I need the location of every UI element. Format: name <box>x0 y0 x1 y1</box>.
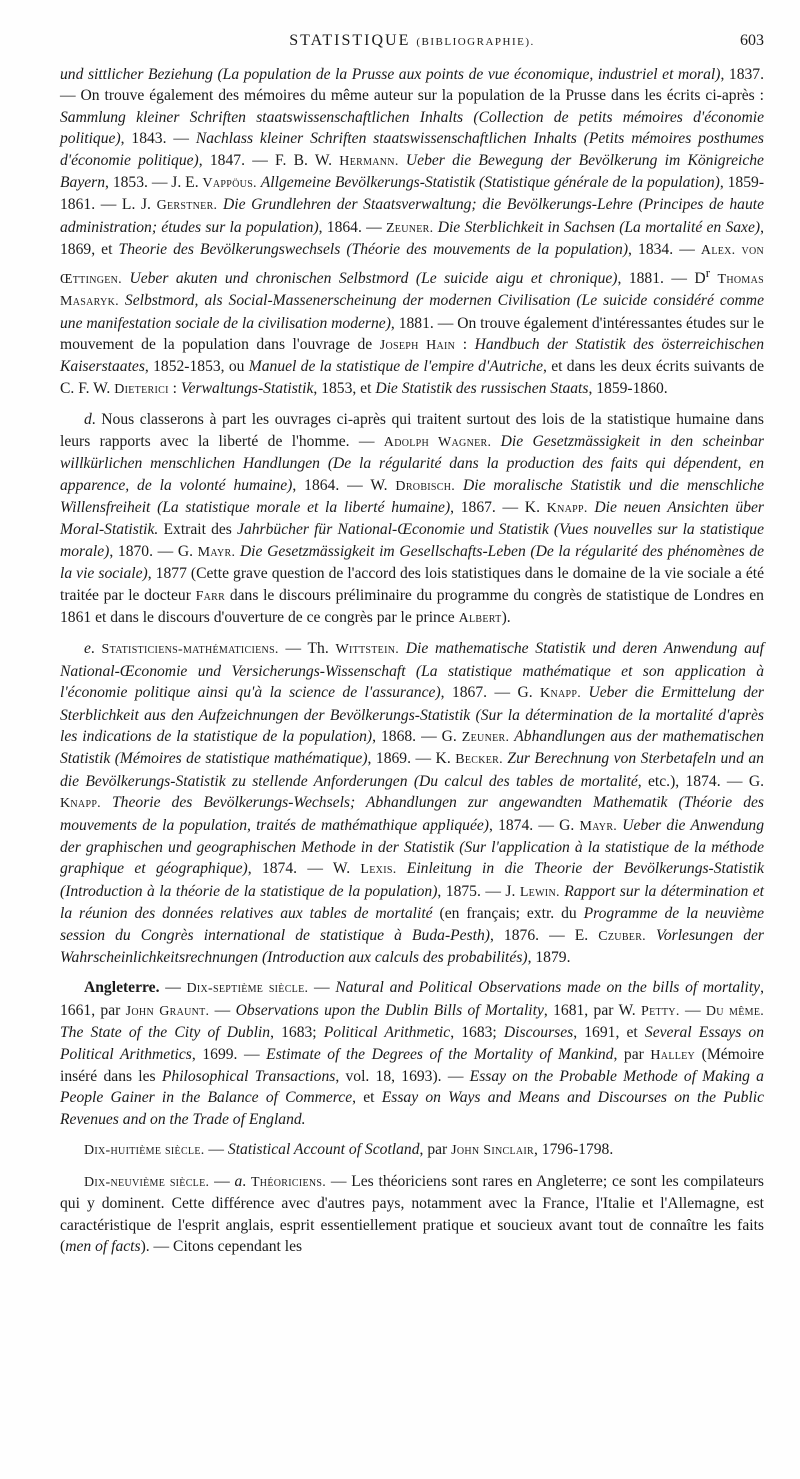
text-run: , 1867. — G. <box>440 684 541 702</box>
paragraph-p2 <box>60 409 764 629</box>
small-caps-name: Joseph Hain <box>379 338 456 354</box>
italic-title: Philosophical Transactions <box>161 1068 336 1086</box>
italic-title: Observations upon the Dublin Bills of Mortality <box>235 1001 544 1019</box>
text-run: , 1837. — On trouve également des mémoires du même auteur sur la population de la Prusse dans les écrits ci-après : <box>60 66 764 105</box>
italic-title: Ueber die Anwendung der graphischen und geographischen Methode in der Statistik (Sur l'application à la statistique de la méthode graphique et géographique) <box>60 816 764 878</box>
italic-title: Political Arithmetic <box>323 1024 451 1042</box>
text-run: , 1864. — <box>318 218 386 236</box>
italic-title: Rapport sur la détermination et la réunion des données relatives aux tables de mortalité <box>60 882 764 923</box>
text-run: , 1683; <box>270 1024 324 1042</box>
italic-title: Die mathematische Statistik und deren Anwendung auf National-Œconomie und Versicherungs-Wissenschaft (La statistique mathématique et son application à l'économie politique ainsi qu'à la science de l'assurance) <box>60 640 765 702</box>
text-run: , 1869, et <box>60 218 764 259</box>
body-text <box>60 64 764 1257</box>
small-caps-name: Albert <box>458 610 502 626</box>
small-caps-name: Théoriciens. <box>250 1174 327 1190</box>
italic-title: Several Essays on Political Arithmetics <box>60 1024 765 1063</box>
paragraph-p6 <box>60 1171 764 1258</box>
text-run: , 1859-1860. <box>588 379 668 397</box>
text-run: — <box>209 1001 236 1019</box>
italic-title: Natural and Political Observations made on the bills of mortality <box>335 979 761 997</box>
text-run <box>455 477 463 494</box>
paragraph-p1 <box>60 64 764 400</box>
text-run: , 1691, et <box>573 1024 645 1042</box>
italic-title: The State of the City of Dublin <box>60 1024 271 1042</box>
small-caps-name: Czuber. <box>598 928 646 944</box>
italic-title: Theorie des Bevölkerungswechsels (Théorie des mouvements de la population) <box>118 241 629 259</box>
small-caps-name: Statisticiens-mathématiciens. <box>101 642 279 658</box>
text-run: — Th. <box>278 640 336 658</box>
text-run: , 1881. — D <box>617 269 706 287</box>
italic-title: Die Gesetzmässigkeit im Gesellschafts-Leben (De la régularité des phénomènes de la vie sociale) <box>60 542 764 583</box>
text-run: , par <box>613 1045 651 1063</box>
text-run: , 1881. — On trouve également d'intéressantes études sur le mouvement de la population dans l'ouvrage de <box>60 314 765 354</box>
italic-title: Programme de la neuvième session du Congrès international de statistique à Buda-Pesth) <box>60 905 764 944</box>
text-run: , 1879. <box>527 949 571 967</box>
italic-title: Ueber die Bewegung der Bevölkerung im Königreiche Bayern <box>60 151 764 192</box>
running-header <box>60 30 764 54</box>
paragraph-p5 <box>60 1139 764 1161</box>
text-run: , 1876. — E. <box>489 926 599 944</box>
section-subtitle: (BIBLIOGRAPHIE). <box>416 36 535 48</box>
small-caps-name: Knapp. <box>546 500 588 516</box>
bold-heading: Angleterre. <box>84 979 160 997</box>
italic-title: Die Sterblichkeit in Sachsen (La mortalité en Saxe) <box>437 218 761 236</box>
italic-title: Die Grundlehren der Staatsverwaltung; die Bevölkerungs-Lehre (Principes de haute administration; études sur la population) <box>60 196 764 236</box>
text-run: , 1869. — K. <box>367 750 456 768</box>
text-run <box>101 794 112 811</box>
italic-title: Sammlung kleiner Schriften staatswissenschaftlichen Inhalts (Collection de petits mémoires d'économie politique) <box>60 108 764 148</box>
small-caps-name: Dix-septième siècle. <box>186 981 309 997</box>
text-run: , 1699. — <box>191 1045 267 1063</box>
italic-title: Statistical Account of Scotland <box>227 1141 420 1159</box>
italic-title: Essay on Ways and Means and Discourses on the Public Revenues and on the Trade of England. <box>60 1089 764 1128</box>
text-run: , 1852-1853, ou <box>144 358 249 376</box>
italic-title: Vorlesungen der Wahrscheinlichkeitsrechnungen (Introduction aux calculs des probabilités) <box>60 926 764 967</box>
text-run <box>399 640 406 657</box>
italic-title: Estimate of the Degrees of the Mortality of Mankind <box>266 1045 614 1063</box>
text-run: , 1661, par <box>60 979 764 1019</box>
small-caps-name: Thomas Masaryk. <box>60 271 764 310</box>
text-run: (en français; extr. du <box>432 905 584 923</box>
text-run: . <box>90 640 102 658</box>
small-caps-name: Knapp. <box>60 796 101 812</box>
small-caps-name: Halley <box>650 1047 696 1063</box>
text-run: dans le discours préliminaire du programme du congrès de statistique de Londres en 1861 et dans le discours d'ouverture de ce congrès par le prince <box>60 586 764 626</box>
italic-title: e <box>84 640 91 658</box>
small-caps-name: Lexis. <box>360 862 397 878</box>
italic-title: Allgemeine Bevölkerungs-Statistik (Statistique générale de la population) <box>260 174 720 192</box>
italic-title: Discourses <box>503 1024 574 1042</box>
small-caps-name: Mayr. <box>579 818 618 834</box>
text-run: , 1867. — K. <box>450 498 547 516</box>
text-run: ). — Citons cependant les <box>140 1237 303 1255</box>
text-run: — <box>204 1141 228 1159</box>
italic-title: Die Statistik des russischen Staats <box>375 379 589 397</box>
small-caps-name: Hermann. <box>339 153 399 169</box>
italic-title: Die neuen Ansichten über Moral-Statistik. <box>60 498 764 539</box>
text-run: , 1868. — G. <box>372 727 462 745</box>
italic-title: d <box>84 411 92 429</box>
text-run <box>646 927 656 944</box>
small-caps-name: Becker. <box>455 752 503 768</box>
small-caps-name: Gerstner. <box>156 198 218 214</box>
text-run: , et <box>352 1089 382 1107</box>
text-run: , etc.), 1874. — G. <box>637 772 765 790</box>
small-caps-name: Wittstein. <box>335 642 400 658</box>
text-run <box>397 860 407 877</box>
italic-title: Einleitung in die Theorie der Bevölkerungs-Statistik (Introduction à la théorie de la statistique de la population) <box>60 860 765 900</box>
italic-title: Verwaltungs-Statistik <box>180 379 314 397</box>
paragraph-p3 <box>60 638 764 968</box>
text-run: , 1864. — W. <box>292 476 396 494</box>
italic-title: Zur Berechnung von Sterbetafeln und an die Bevölkerungs-Statistik zu stellende Anforderungen (Du calcul des tables de mortalité <box>60 750 764 790</box>
italic-title: Jahrbücher für National-Œconomie und Statistik (Vues nouvelles sur la statistique morale) <box>60 521 764 560</box>
small-caps-name: Farr <box>195 588 226 604</box>
text-run: , 1853, et <box>313 379 376 397</box>
small-caps-name: Mayr. <box>197 544 236 560</box>
running-title <box>60 32 764 50</box>
text-run <box>710 270 717 287</box>
italic-title: Abhandlungen aus der mathematischen Statistik (Mémoires de statistique mathématique) <box>60 727 764 768</box>
page-number: 603 <box>740 32 764 49</box>
small-caps-name: Dieterici <box>114 381 169 397</box>
small-caps-name: Alex. von Œttingen. <box>60 243 765 287</box>
text-run: . <box>242 1172 251 1190</box>
text-run: — <box>209 1172 235 1190</box>
text-run: , 1874. — G. <box>489 816 580 834</box>
small-caps-name: John Sinclair <box>451 1143 534 1159</box>
small-caps-name: Du même. <box>705 1003 765 1019</box>
small-caps-name: Lewin. <box>519 884 560 900</box>
text-run: — <box>308 979 336 997</box>
text-run <box>399 152 406 169</box>
text-run <box>491 433 500 450</box>
small-caps-name: Zeuner. <box>385 220 434 236</box>
small-caps-name: Adolph Wagner. <box>383 434 492 450</box>
italic-title: a <box>234 1172 243 1190</box>
text-run: , 1681, par W. <box>543 1001 641 1019</box>
small-caps-name: John Graunt. <box>125 1003 210 1019</box>
section-title: STATISTIQUE <box>289 32 411 49</box>
italic-title: Manuel de la statistique de l'empire d'Autriche <box>248 358 543 376</box>
text-run: : <box>168 379 181 397</box>
italic-title: Ueber die Ermittelung der Sterblichkeit aus den Aufzeichnungen der Bevölkerungs-Statistik (Sur la détermination de la mortalité d'après les indications de la statistique de la population) <box>60 684 764 745</box>
text-run: , 1877 (Cette grave question de l'accord des lois statistiques dans le domaine de la vie sociale a été traitée par le docteur <box>60 565 765 604</box>
small-caps-name: Knapp. <box>540 686 582 702</box>
text-run: , 1875. — J. <box>437 882 520 900</box>
text-run: — <box>159 979 187 997</box>
italic-title: Selbstmord, als Social-Massenerscheinung der modernen Civilisation (Le suicide considéré comme une manifestation sociale de la civilisation moderne) <box>60 292 764 332</box>
italic-title: und sittlicher Beziehung (La population de la Prusse aux points de vue économique, industriel et moral) <box>60 66 721 83</box>
text-run: — <box>679 1001 706 1019</box>
text-run: , 1843. — <box>120 130 196 148</box>
small-caps-name: Dix-neuvième siècle. <box>84 1174 210 1190</box>
paragraph-p4 <box>60 977 764 1130</box>
text-run: , 1834. — <box>628 241 701 259</box>
text-run: , par <box>419 1141 452 1159</box>
italic-title: Die Gesetzmässigkeit in den scheinbar willkürlichen menschlichen Handlungen (De la régularité dans la production des faits qui dépendent, en apparence, de la volonté humaine) <box>60 432 764 494</box>
italic-title: Die moralische Statistik und die menschliche Willensfreiheit (La statistique morale et la liberté humaine) <box>60 476 765 516</box>
small-caps-name: Petty. <box>640 1003 680 1019</box>
text-run: Extrait des <box>158 521 238 539</box>
italic-title: Theorie des Bevölkerungs-Wechsels; Abhandlungen zur angewandten Mathematik (Théorie des mouvements de la population, traités de mathémathique appliquée) <box>60 794 764 834</box>
italic-title: Nachlass kleiner Schriften staatswissenschaftlichen Inhalts (Petits mémoires posthumes d'économie politique) <box>60 130 764 169</box>
italic-title: Handbuch der Statistik des österreichischen Kaiserstaates <box>60 336 764 376</box>
italic-title: Essay on the Probable Methode of Making a People Gainer in the Balance of Commerce <box>60 1068 764 1107</box>
text-run: , 1874. — W. <box>247 860 361 878</box>
text-run: , 1853. — J. E. <box>105 174 203 192</box>
italic-title: Ueber akuten und chronischen Selbstmord (Le suicide aigu et chronique) <box>129 269 618 287</box>
text-run: : <box>455 336 475 354</box>
italic-title: men of facts <box>65 1237 141 1255</box>
text-run: , 1870. — G. <box>109 542 198 560</box>
text-run: , 1796-1798. <box>533 1141 614 1159</box>
small-caps-name: Drobisch. <box>395 478 456 494</box>
text-run: ). <box>501 608 511 626</box>
text-run: , 1683; <box>450 1024 504 1042</box>
text-run: , et dans les deux écrits suivants de C. F. W. <box>60 358 764 397</box>
text-run: , 1847. — F. B. W. <box>198 151 340 169</box>
small-caps-name: Dix-huitième siècle. <box>84 1143 205 1159</box>
small-caps-name: Vappöus. <box>202 176 257 192</box>
superscript: r <box>705 264 711 280</box>
text-run: . Nous classerons à part les ouvrages ci-après qui traitent surtout des lois de la statistique humaine dans leurs rapports avec la liberté de l'homme. — <box>60 411 764 450</box>
small-caps-name: Zeuner. <box>461 729 510 745</box>
text-run: , vol. 18, 1693). — <box>335 1068 470 1086</box>
text-run: , 1859-1861. — L. J. <box>60 174 765 214</box>
text-run: (Mémoire inséré dans les <box>60 1045 764 1086</box>
text-run: — Les théoriciens sont rares en Angleterre; ce sont les compilateurs qui y dominent. Cette différence avec d'autres pays, notamment avec la France, l'Italie et l'Allemagne, est caractéristique de l'esprit anglais, esprit essentiellement pratique et soucieux avant tout de connaître les faits ( <box>60 1172 765 1255</box>
